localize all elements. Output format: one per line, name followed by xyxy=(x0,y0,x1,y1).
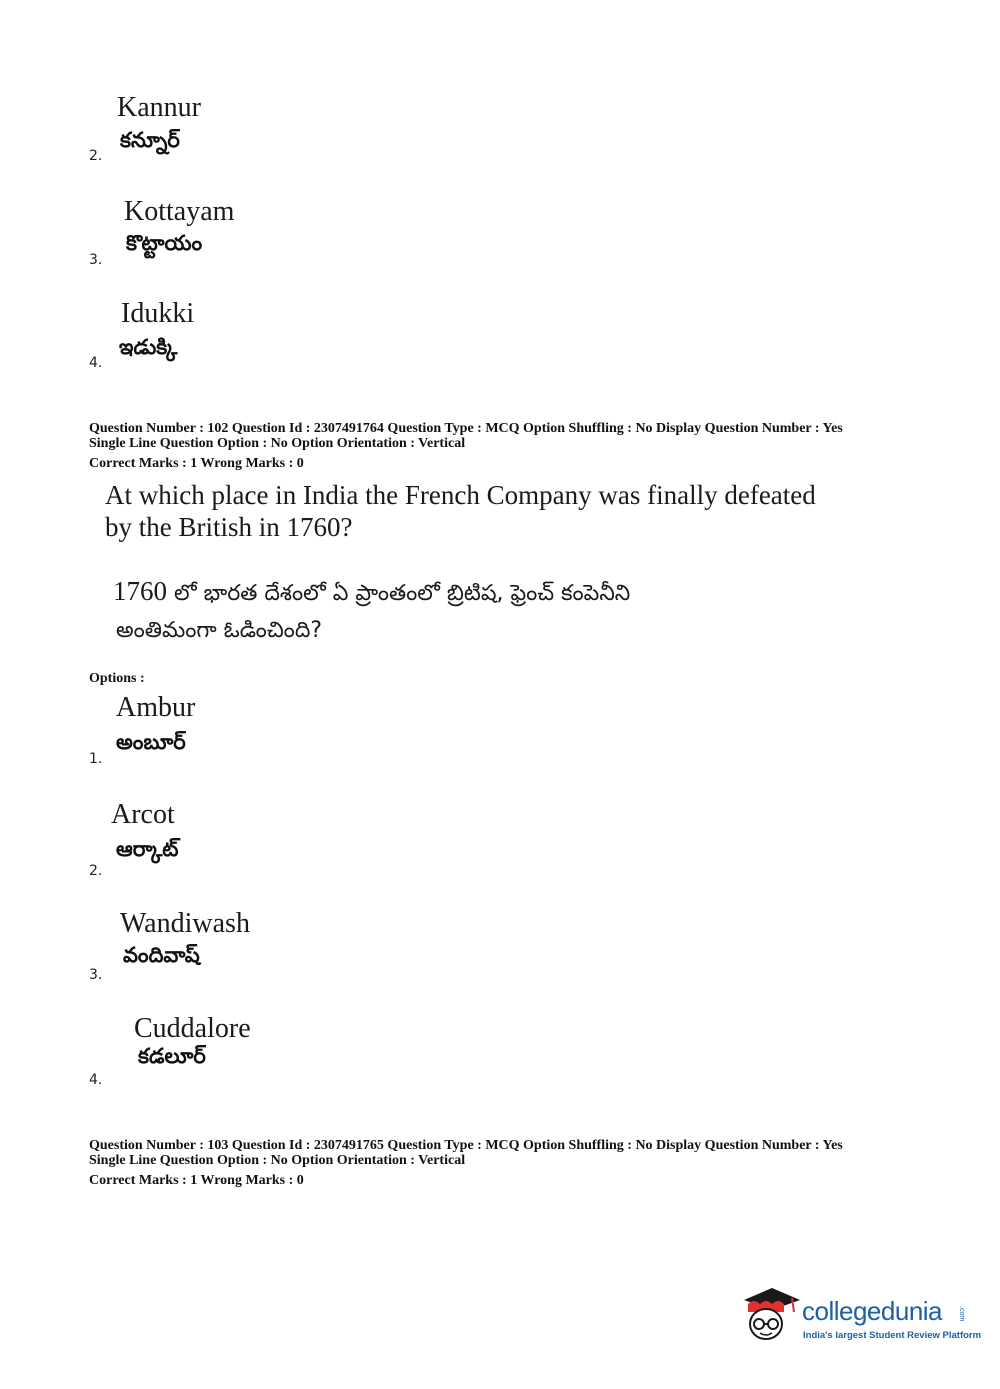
option-telugu: అంబూర్ xyxy=(116,730,186,754)
meta-line-1: Question Number : 103 Question Id : 2307491765 Question Type : MCQ Option Shuffling : No Display Question Number : Yes xyxy=(89,1138,843,1153)
option-telugu: వందివాష్ xyxy=(123,943,200,967)
question-telugu-text: లో భారత దేశంలో ఏ ప్రాంతంలో బ్రిటిష, ఫ్రెంచ్ కంపెనీని xyxy=(167,581,631,606)
logo-com-suffix: .com xyxy=(958,1306,965,1322)
collegedunia-logo[interactable] xyxy=(740,1282,982,1352)
marks-line: Correct Marks : 1 Wrong Marks : 0 xyxy=(89,1173,304,1188)
option-telugu: కడలూర్ xyxy=(138,1044,206,1068)
option-telugu: కొట్టాయం xyxy=(126,231,203,255)
question-telugu-line-1 xyxy=(113,571,630,614)
mascot-icon xyxy=(740,1282,802,1348)
question-telugu-line-2: అంతిమంగా ఓడించింది? xyxy=(116,618,323,643)
option-number: 4. xyxy=(89,355,103,371)
meta-line-2: Single Line Question Option : No Option Orientation : Vertical xyxy=(89,1153,466,1168)
option-telugu: కన్నూర్ xyxy=(120,128,180,152)
question-english-line-2: by the British in 1760? xyxy=(105,512,353,542)
option-number: 4. xyxy=(89,1072,103,1088)
option-english: Arcot xyxy=(111,799,175,830)
option-number: 2. xyxy=(89,863,103,879)
option-english: Kannur xyxy=(117,92,201,123)
marks-line: Correct Marks : 1 Wrong Marks : 0 xyxy=(89,456,304,471)
options-label: Options : xyxy=(89,671,145,686)
option-english: Wandiwash xyxy=(120,908,250,939)
option-telugu: ఇడుక్కి xyxy=(119,335,178,359)
logo-wordmark: collegedunia xyxy=(802,1296,943,1326)
option-number: 1. xyxy=(89,751,103,767)
meta-line-2: Single Line Question Option : No Option Orientation : Vertical xyxy=(89,436,466,451)
option-telugu: ఆర్కాట్ xyxy=(116,837,179,861)
meta-line-1: Question Number : 102 Question Id : 2307491764 Question Type : MCQ Option Shuffling : No Display Question Number : Yes xyxy=(89,421,843,436)
option-english: Ambur xyxy=(116,692,196,723)
option-english: Idukki xyxy=(121,298,195,329)
option-number: 2. xyxy=(89,148,103,164)
option-number: 3. xyxy=(89,967,103,983)
option-english: Kottayam xyxy=(124,196,235,227)
question-english-line-1: At which place in India the French Company was finally defeated xyxy=(105,480,816,510)
option-number: 3. xyxy=(89,252,103,268)
option-english: Cuddalore xyxy=(134,1013,251,1044)
logo-tagline: India's largest Student Review Platform xyxy=(803,1330,982,1341)
question-year: 1760 xyxy=(113,576,167,606)
